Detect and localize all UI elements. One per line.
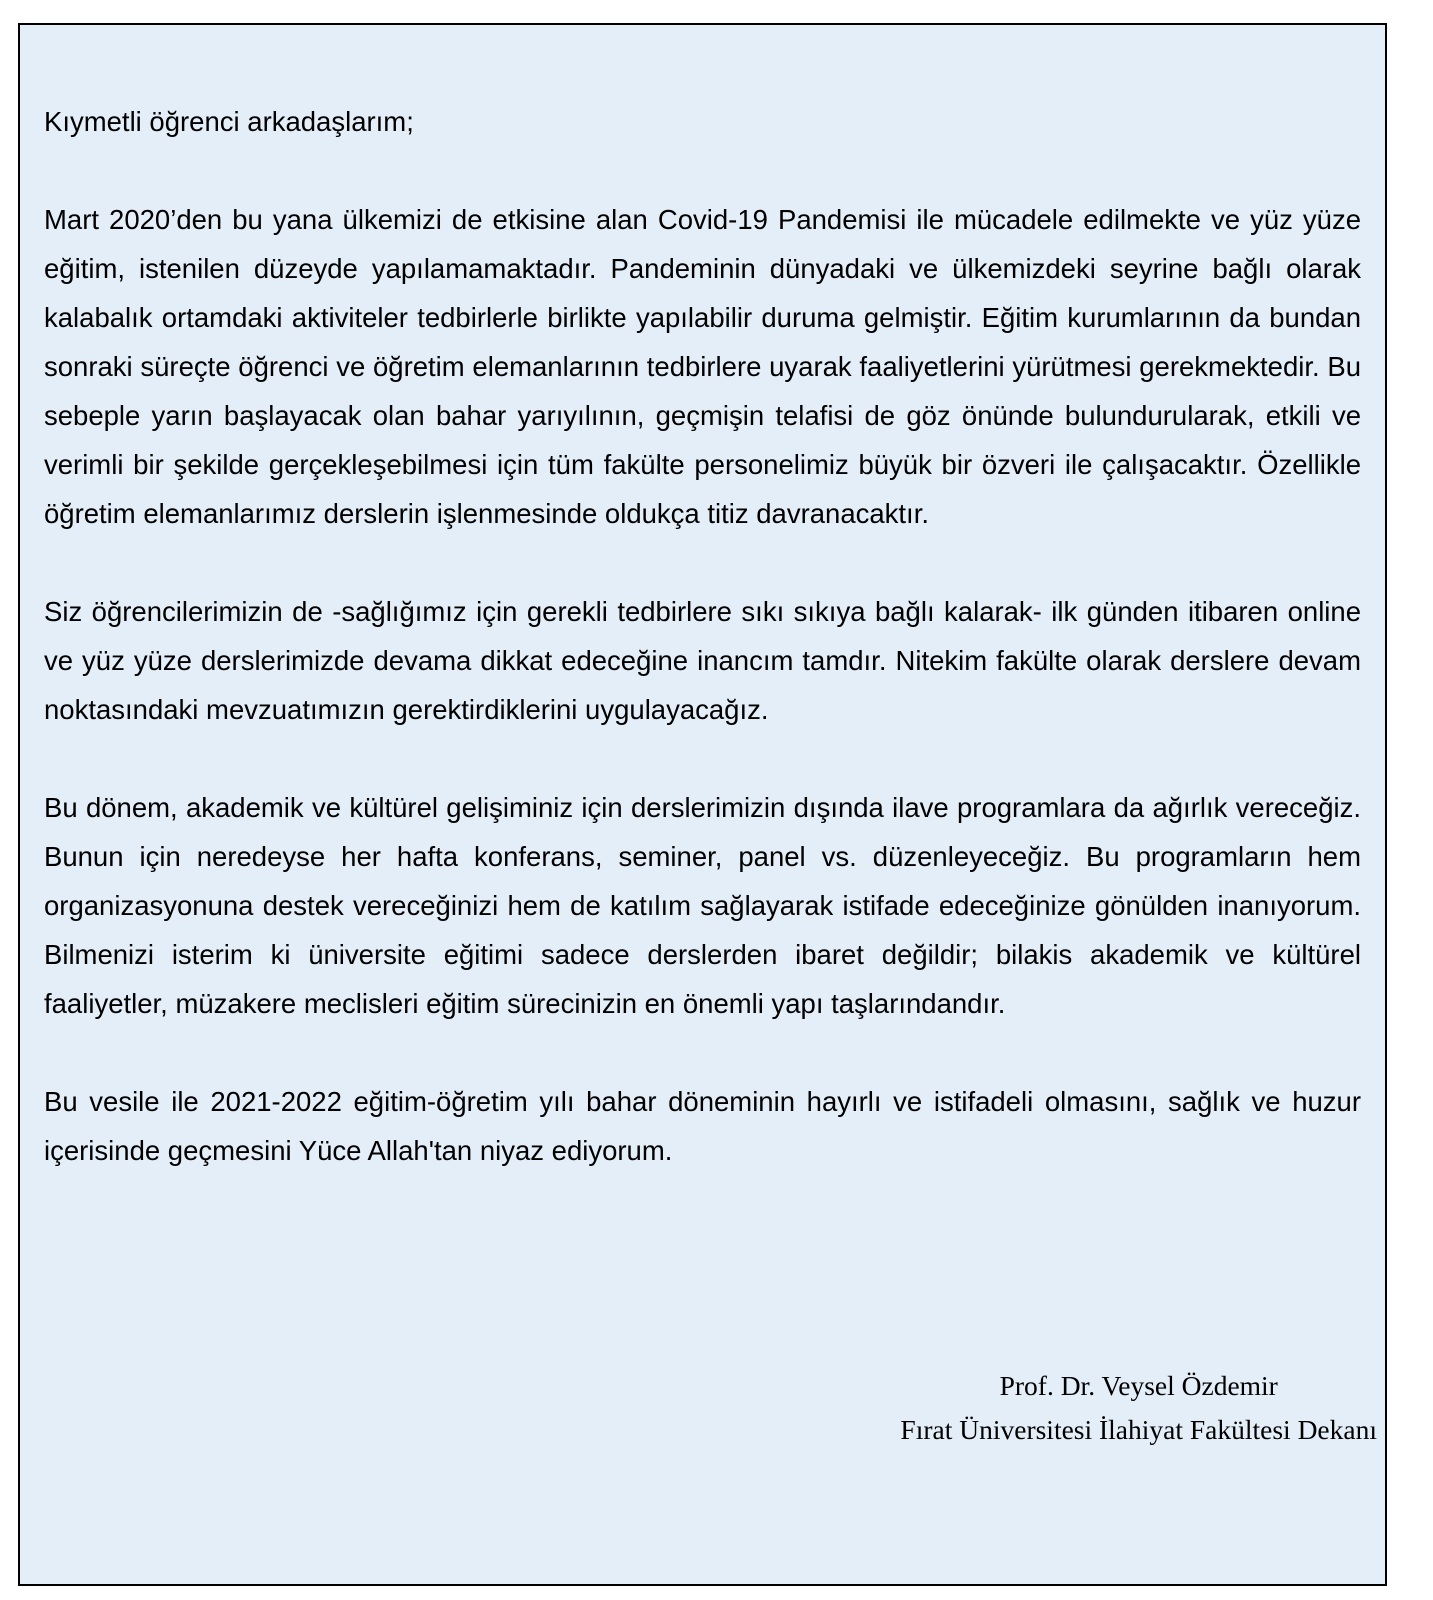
letter-box: [18, 23, 1387, 1586]
signature-title: Fırat Üniversitesi İlahiyat Fakültesi Dekanı: [900, 1414, 1377, 1445]
letter-paragraph-3: Bu dönem, akademik ve kültürel gelişiminiz için derslerimizin dışında ilave programlara da ağırlık vereceğiz. Bunun için neredeyse her hafta konferans, seminer, panel vs. düzenleyeceğiz. Bu programların hem organizasyonuna destek vereceğinizi hem de katılım sağlayarak istifade edeceğinize gönülden inanıyorum. Bilmenizi isterim ki üniversite eğitimi sadece derslerden ibaret değildir; bilakis akademik ve kültürel faaliyetler, müzakere meclisleri eğitim sürecinizin en önemli yapı taşlarındandır.: [44, 792, 1361, 1019]
signature-name: Prof. Dr. Veysel Özdemir: [999, 1370, 1278, 1401]
letter-paragraph-2: Siz öğrencilerimizin de -sağlığımız için gerekli tedbirlere sıkı sıkıya bağlı kalarak- ilk günden itibaren online ve yüz yüze derslerimizde devama dikkat edeceğine inancım tamdır. Nitekim fakülte olarak derslere devam noktasındaki mevzuatımızın gerektirdiklerini uygulayacağız.: [44, 596, 1361, 725]
letter-paragraph-1: Mart 2020’den bu yana ülkemizi de etkisine alan Covid-19 Pandemisi ile mücadele edilmekte ve yüz yüze eğitim, istenilen düzeyde yapılamamaktadır. Pandeminin dünyadaki ve ülkemizdeki seyrine bağlı olarak kalabalık ortamdaki aktiviteler tedbirlerle birlikte yapılabilir duruma gelmiştir. Eğitim kurumlarının da bundan sonraki süreçte öğrenci ve öğretim elemanlarının tedbirlere uyarak faaliyetlerini yürütmesi gerekmektedir. Bu sebeple yarın başlayacak olan bahar yarıyılının, geçmişin telafisi de göz önünde bulundurularak, etkili ve verimli bir şekilde gerçekleşebilmesi için tüm fakülte personelimiz büyük bir özveri ile çalışacaktır. Özellikle öğretim elemanlarımız derslerin işlenmesinde oldukça titiz davranacaktır.: [44, 204, 1361, 529]
letter-salutation: Kıymetli öğrenci arkadaşlarım;: [44, 106, 414, 137]
signature-block: [900, 1364, 1377, 1452]
letter-paragraph-4: Bu vesile ile 2021-2022 eğitim-öğretim yılı bahar döneminin hayırlı ve istifadeli olmasını, sağlık ve huzur içerisinde geçmesini Yüce Allah'tan niyaz ediyorum.: [44, 1086, 1361, 1166]
